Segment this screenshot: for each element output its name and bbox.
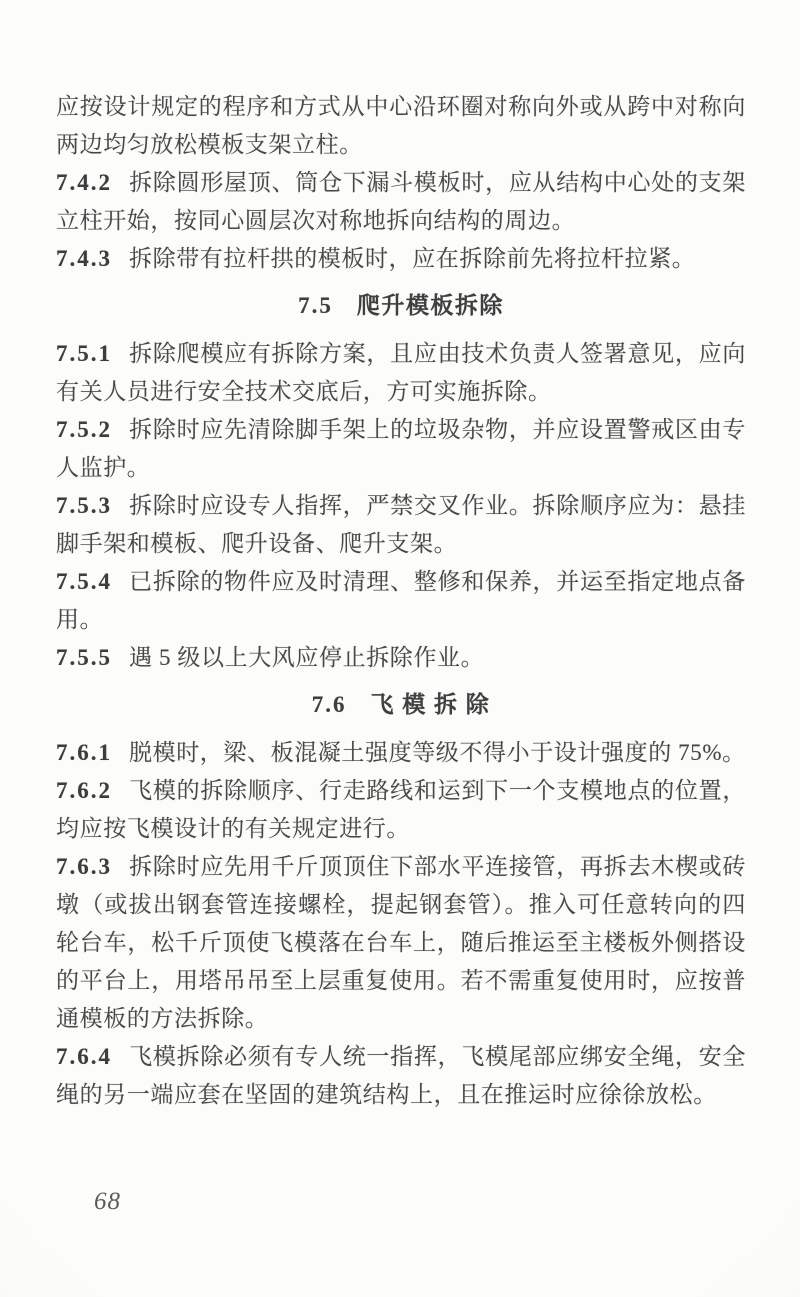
clause-paragraph <box>56 411 746 487</box>
clause-paragraph <box>56 335 746 411</box>
section-heading <box>56 287 746 325</box>
clause-text: 应按设计规定的程序和方式从中心沿环圈对称向外或从跨中对称向两边均匀放松模板支架立柱。 <box>56 94 746 157</box>
clause-number: 7.5.5 <box>56 645 112 670</box>
clause-paragraph <box>56 487 746 563</box>
clause-number: 7.5.4 <box>56 569 112 594</box>
document-body <box>56 88 746 1114</box>
clause-paragraph <box>56 848 746 1038</box>
clause-number: 7.5.2 <box>56 417 112 442</box>
clause-paragraph <box>56 240 746 278</box>
page-number: 68 <box>94 1188 121 1215</box>
clause-number: 7.6.2 <box>56 778 112 803</box>
clause-paragraph <box>56 164 746 240</box>
clause-text: 遇 5 级以上大风应停止拆除作业。 <box>129 645 485 670</box>
clause-text: 已拆除的物件应及时清理、整修和保养，并运至指定地点备用。 <box>56 569 746 632</box>
clause-text: 拆除时应先清除脚手架上的垃圾杂物，并应设置警戒区由专人监护。 <box>56 417 746 480</box>
clause-paragraph <box>56 563 746 639</box>
clause-text: 飞模拆除必须有专人统一指挥，飞模尾部应绑安全绳，安全绳的另一端应套在坚固的建筑结构上，且在推运时应徐徐放松。 <box>56 1044 746 1107</box>
clause-text: 拆除带有拉杆拱的模板时，应在拆除前先将拉杆拉紧。 <box>129 246 696 271</box>
clause-text: 拆除圆形屋顶、筒仓下漏斗模板时，应从结构中心处的支架立柱开始，按同心圆层次对称地拆向结构的周边。 <box>56 170 746 233</box>
clause-number: 7.6.3 <box>56 854 112 879</box>
clause-text: 拆除时应先用千斤顶顶住下部水平连接管，再拆去木楔或砖墩（或拔出钢套管连接螺栓，提起钢套管）。推入可任意转向的四轮台车，松千斤顶使飞模落在台车上，随后推运至主楼板外侧搭设的平台上，用塔吊吊至上层重复使用。若不需重复使用时，应按普通模板的方法拆除。 <box>56 854 746 1031</box>
clause-text: 脱模时，梁、板混凝土强度等级不得小于设计强度的 75%。 <box>129 740 746 765</box>
clause-text: 飞模的拆除顺序、行走路线和运到下一个支模地点的位置，均应按飞模设计的有关规定进行。 <box>56 778 746 841</box>
clause-text: 拆除爬模应有拆除方案，且应由技术负责人签署意见，应向有关人员进行安全技术交底后，方可实施拆除。 <box>56 341 746 404</box>
clause-number: 7.5.1 <box>56 341 112 366</box>
clause-paragraph <box>56 734 746 772</box>
clause-number: 7.4.3 <box>56 246 112 271</box>
section-number: 7.6 <box>311 692 347 717</box>
clause-number: 7.4.2 <box>56 170 112 195</box>
section-title: 飞 模 拆 除 <box>370 692 491 717</box>
clause-paragraph <box>56 639 746 677</box>
section-number: 7.5 <box>298 293 333 318</box>
clause-number: 7.6.4 <box>56 1044 112 1069</box>
section-title: 爬升模板拆除 <box>356 293 504 318</box>
clause-number: 7.5.3 <box>56 493 112 518</box>
clause-paragraph <box>56 88 746 164</box>
clause-paragraph <box>56 1038 746 1114</box>
clause-number: 7.6.1 <box>56 740 112 765</box>
clause-text: 拆除时应设专人指挥，严禁交叉作业。拆除顺序应为：悬挂脚手架和模板、爬升设备、爬升支架。 <box>56 493 746 556</box>
clause-paragraph <box>56 772 746 848</box>
section-heading <box>56 686 746 724</box>
